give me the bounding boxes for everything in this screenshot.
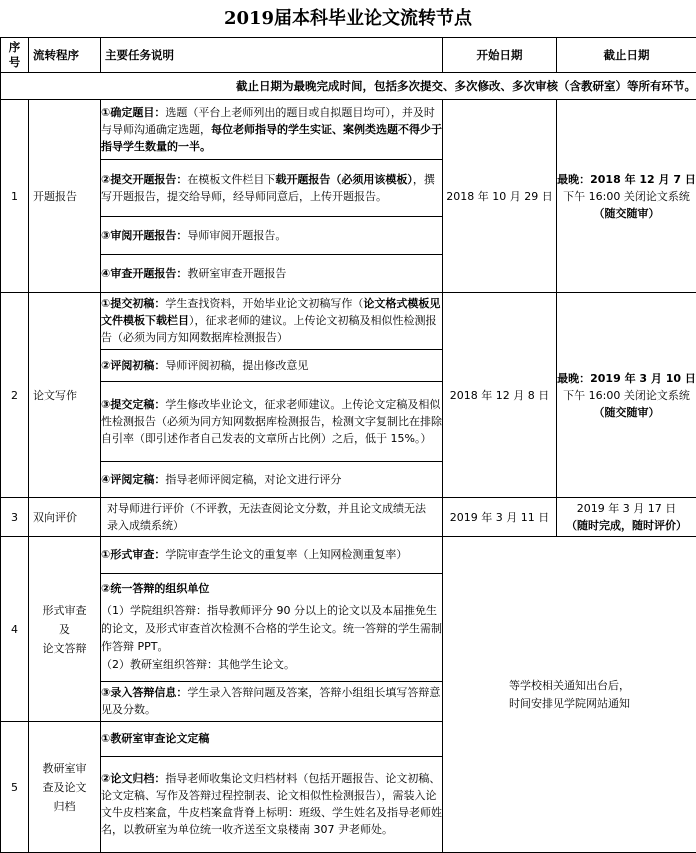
task-item: ②评阅初稿：导师评阅初稿，提出修改意见 [101, 349, 442, 381]
row-tasks [101, 722, 443, 853]
row-seq: 2 [1, 293, 29, 498]
task-item: ③提交定稿：学生修改毕业论文，征求老师建议。上传论文定稿及相似性检测报告（必须为同方知网数据库检测报告，检测文字复制比在排除自引率（即引述作者自己发表的文章所占比例）之后，低于 15%。） [101, 381, 442, 461]
task-item: ②提交开题报告：在模板文件栏目下载开题报告（必须用该模板），撰写开题报告，提交给导师，经导师同意后，上传开题报告。 [101, 159, 442, 216]
header-process: 流转程序 [29, 38, 101, 73]
row-process: 双向评价 [29, 498, 101, 537]
task-item: ①确定题目：选题（平台上老师列出的题目或自拟题目均可），并及时与导师沟通确定选题，每位老师指导的学生实证、案例类选题不得少于指导学生数量的一半。 [101, 100, 442, 159]
notice-row [1, 73, 696, 100]
row-start-date: 2018 年 10 月 29 日 [443, 100, 557, 293]
header-end: 截止日期 [557, 38, 696, 73]
header-seq: 序号 [1, 38, 29, 73]
row-task-text: 对导师进行评价（不评教，无法查阅论文分数，并且论文成绩无法录入成绩系统） [101, 498, 443, 537]
header-tasks: 主要任务说明 [101, 38, 443, 73]
row-seq: 4 [1, 537, 29, 722]
table-row [1, 537, 696, 722]
row-end-date: 最晚：2019 年 3 月 10 日 下午 16:00 关闭论文系统 （随交随审） [557, 293, 696, 498]
header-start: 开始日期 [443, 38, 557, 73]
row-seq: 1 [1, 100, 29, 293]
page-title: 2019届本科毕业论文流转节点 [0, 0, 696, 37]
row-process: 开题报告 [29, 100, 101, 293]
row-process: 教研室审 查及论文 归档 [29, 722, 101, 853]
row-tasks [101, 100, 443, 293]
table-row [1, 293, 696, 498]
table-row [1, 498, 696, 537]
row-tasks [101, 293, 443, 498]
task-item: ①提交初稿：学生查找资料，开始毕业论文初稿写作（论文格式模板见文件模板下载栏目），征求老师的建议。上传论文初稿及相似性检测报告（必须为同方知网数据库检测报告） [101, 293, 442, 349]
task-item: ②论文归档：指导老师收集论文归档材料（包括开题报告、论文初稿、论文定稿、写作及答辩过程控制表、论文相似性检测报告），需装入论文牛皮档案盒，牛皮档案盒背脊上标明：班级、学生姓名及指导老师姓名，以教研室为单位统一收齐送至文泉楼南 307 尹老师处。 [101, 756, 442, 852]
row-process: 论文写作 [29, 293, 101, 498]
row-process: 形式审查 及 论文答辩 [29, 537, 101, 722]
row-end-date: 2019 年 3 月 17 日 （随时完成，随时评价） [557, 498, 696, 537]
task-item: ③录入答辩信息：学生录入答辩问题及答案，答辩小组组长填写答辩意见及分数。 [101, 681, 442, 721]
task-item: ④评阅定稿：指导老师评阅定稿，对论文进行评分 [101, 461, 442, 497]
task-item: ①形式审查：学院审查学生论文的重复率（上知网检测重复率） [101, 537, 442, 573]
row-start-date: 2018 年 12 月 8 日 [443, 293, 557, 498]
deadline-notice: 截止日期为最晚完成时间，包括多次提交、多次修改、多次审核（含教研室）等所有环节。 [1, 73, 696, 100]
row-end-date: 最晚：2018 年 12 月 7 日 下午 16:00 关闭论文系统 （随交随审） [557, 100, 696, 293]
task-item: ①教研室审查论文定稿 [101, 722, 442, 756]
task-item: ③审阅开题报告：导师审阅开题报告。 [101, 216, 442, 254]
row-tasks [101, 537, 443, 722]
header-row [1, 38, 696, 73]
merged-note: 等学校相关通知出台后， 时间安排见学院网站通知 [443, 537, 696, 853]
table-row [1, 100, 696, 293]
row-seq: 5 [1, 722, 29, 853]
row-start-date: 2019 年 3 月 11 日 [443, 498, 557, 537]
task-item: ②统一答辩的组织单位 （1）学院组织答辩：指导教师评分 90 分以上的论文以及本届推免生的论文，及形式审查首次检测不合格的学生论文。统一答辩的学生需制作答辩 PPT。 （2）教研室组织答辩：其他学生论文。 [101, 573, 442, 681]
task-item: ④审查开题报告：教研室审查开题报告 [101, 254, 442, 292]
row-seq: 3 [1, 498, 29, 537]
schedule-table [0, 37, 696, 853]
